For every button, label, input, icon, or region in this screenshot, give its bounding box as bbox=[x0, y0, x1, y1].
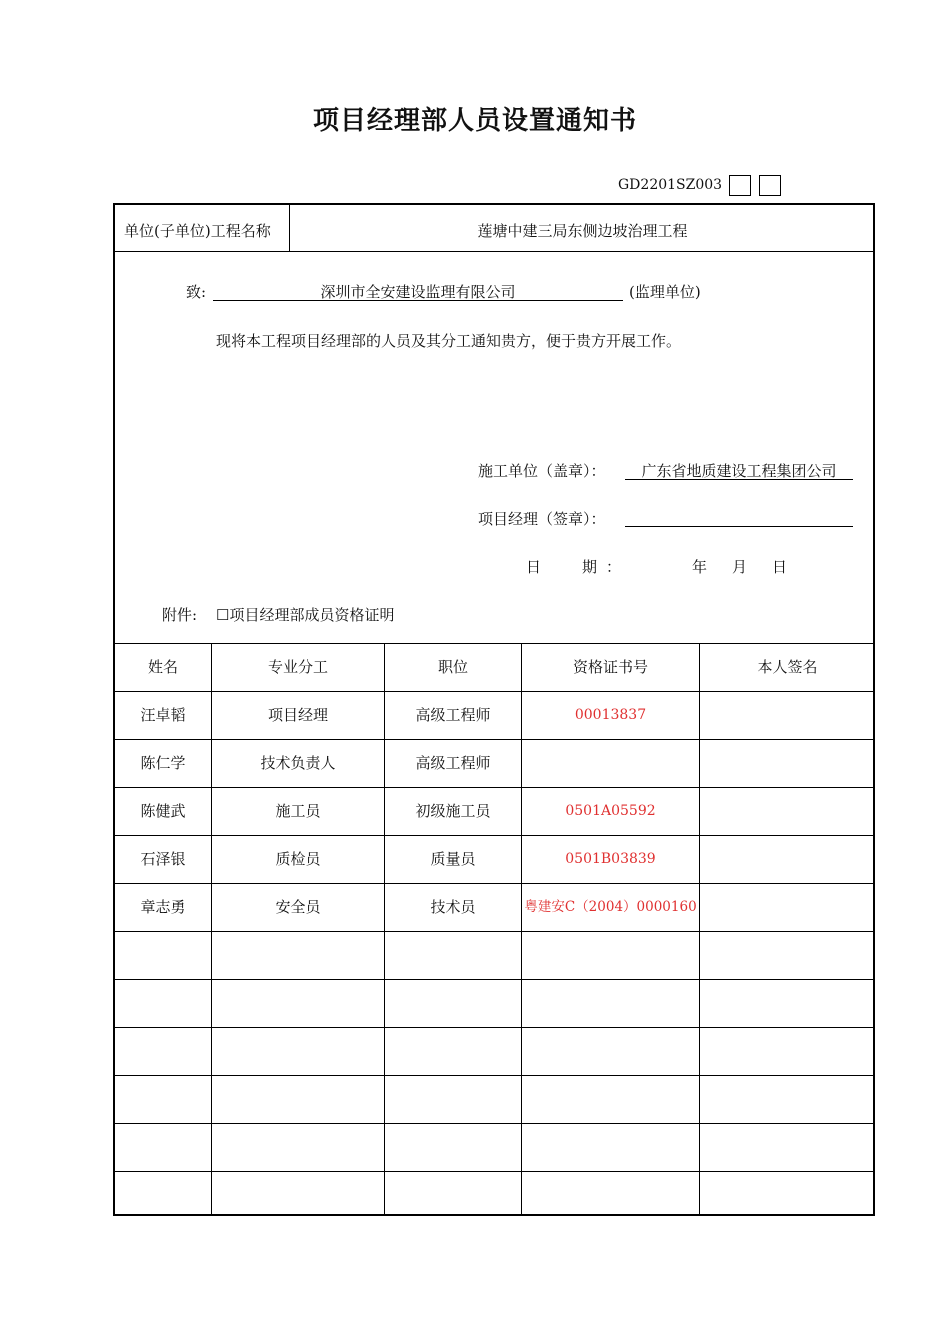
row-line bbox=[115, 1171, 875, 1172]
date-label-period: 期 bbox=[582, 558, 598, 576]
project-row-bottom bbox=[115, 251, 875, 252]
manager-label: 项目经理（签章）： bbox=[478, 510, 606, 528]
notice-body: 现将本工程项目经理部的人员及其分工通知贵方，便于贵方开展工作。 bbox=[216, 332, 682, 350]
cell-cert: 0501A05592 bbox=[565, 803, 656, 819]
cell-position: 质量员 bbox=[430, 850, 476, 868]
contractor-value: 广东省地质建设工程集团公司 bbox=[641, 462, 837, 480]
manager-signature-line bbox=[625, 526, 853, 527]
header-position: 职位 bbox=[437, 658, 468, 676]
cell-name: 汪卓韬 bbox=[140, 706, 186, 724]
date-month: 月 bbox=[732, 558, 748, 576]
code-box-2 bbox=[759, 175, 781, 196]
cell-sign bbox=[700, 884, 875, 931]
cell-name: 章志勇 bbox=[140, 898, 186, 916]
cell-cert bbox=[522, 740, 699, 787]
cell-cert: 0501B03839 bbox=[565, 851, 656, 867]
cell-position: 技术员 bbox=[430, 898, 476, 916]
cell-cert: 粤建安C（2004）0000160 bbox=[524, 899, 697, 915]
cell-role: 安全员 bbox=[275, 898, 321, 916]
header-cert: 资格证书号 bbox=[572, 658, 648, 676]
cell-sign bbox=[700, 836, 875, 883]
project-name-label: 单位(子单位)工程名称 bbox=[124, 222, 271, 240]
cell-sign bbox=[700, 692, 875, 739]
cell-role: 施工员 bbox=[275, 802, 321, 820]
row-line bbox=[115, 1027, 875, 1028]
project-name-value: 莲塘中建三局东侧边坡治理工程 bbox=[477, 222, 688, 240]
to-suffix: (监理单位) bbox=[629, 283, 701, 301]
cell-role: 项目经理 bbox=[267, 706, 328, 724]
row-line bbox=[115, 979, 875, 980]
date-colon: ： bbox=[606, 558, 622, 576]
cell-cert: 00013837 bbox=[574, 707, 647, 723]
to-underline bbox=[213, 300, 623, 301]
page-title: 项目经理部人员设置通知书 bbox=[312, 106, 637, 136]
row-line bbox=[115, 1075, 875, 1076]
cell-sign bbox=[700, 788, 875, 835]
row-line bbox=[115, 931, 875, 932]
to-value: 深圳市全安建设监理有限公司 bbox=[320, 283, 516, 301]
cell-position: 高级工程师 bbox=[415, 754, 491, 772]
cell-name: 陈健武 bbox=[140, 802, 186, 820]
cell-position: 初级施工员 bbox=[415, 802, 491, 820]
code-box-1 bbox=[729, 175, 751, 196]
contractor-underline bbox=[625, 479, 853, 480]
date-year: 年 bbox=[692, 558, 708, 576]
header-sign: 本人签名 bbox=[757, 658, 818, 676]
cell-name: 石泽银 bbox=[140, 850, 186, 868]
attachment-label: 附件: bbox=[162, 606, 198, 624]
attachment-item: ☐项目经理部成员资格证明 bbox=[216, 606, 395, 624]
date-day: 日 bbox=[772, 558, 788, 576]
form-frame bbox=[113, 203, 875, 1216]
cell-role: 质检员 bbox=[275, 850, 321, 868]
cell-position: 高级工程师 bbox=[415, 706, 491, 724]
header-name: 姓名 bbox=[147, 658, 178, 676]
cell-name: 陈仁学 bbox=[140, 754, 186, 772]
contractor-label: 施工单位（盖章）： bbox=[478, 462, 606, 480]
row-line bbox=[115, 1123, 875, 1124]
cell-role: 技术负责人 bbox=[260, 754, 336, 772]
date-label-day: 日 bbox=[526, 558, 542, 576]
cell-sign bbox=[700, 740, 875, 787]
form-code: GD2201SZ003 bbox=[618, 177, 723, 193]
header-role: 专业分工 bbox=[267, 658, 328, 676]
to-label: 致: bbox=[186, 283, 207, 301]
